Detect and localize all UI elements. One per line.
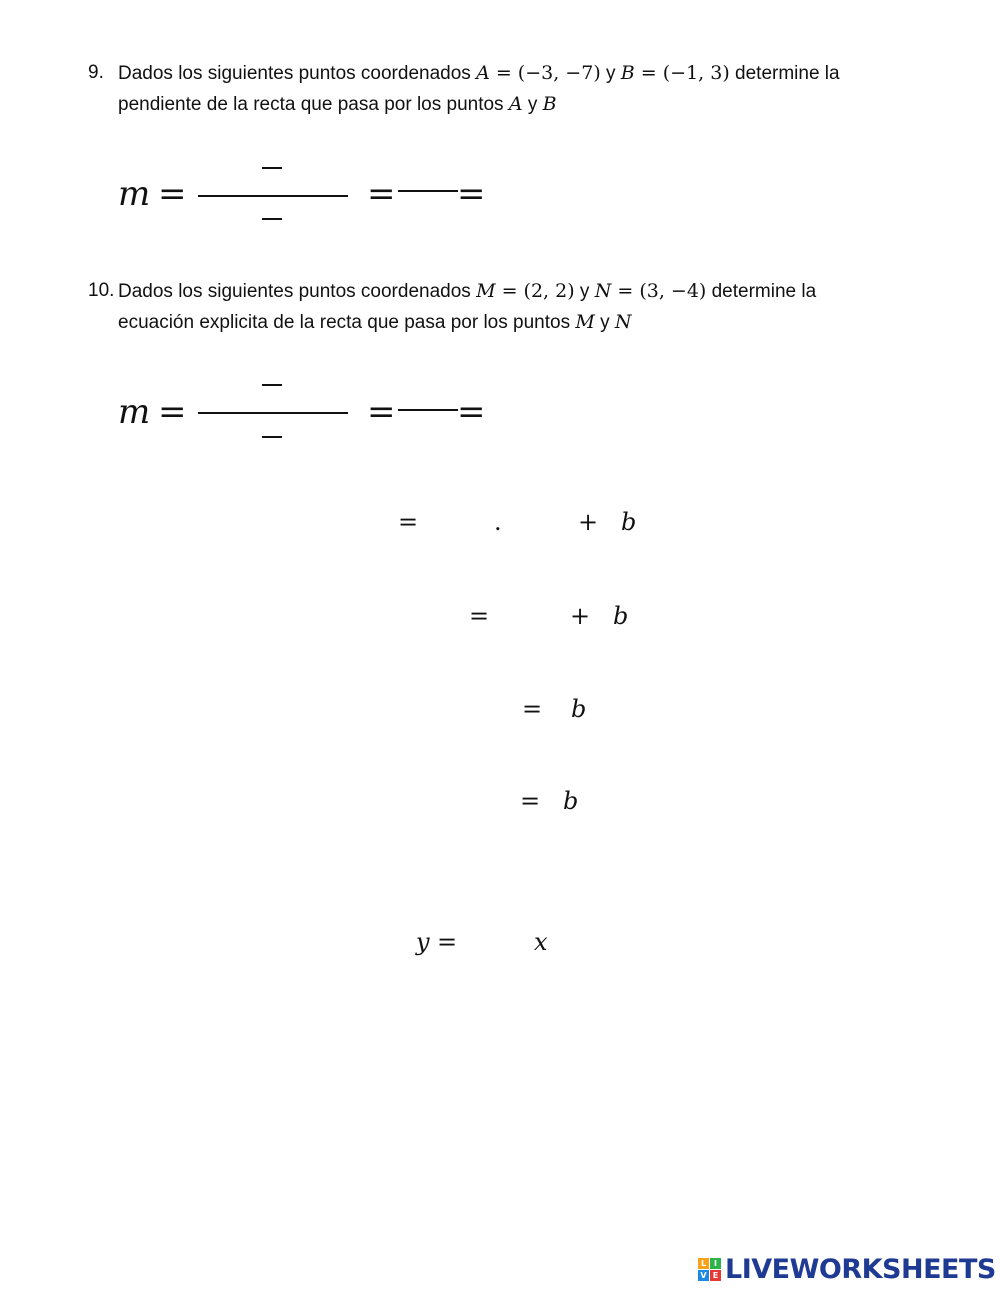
q10-equals-3: =	[457, 392, 486, 432]
question-10-text	[118, 276, 938, 338]
logo-grid-icon: L I V E	[698, 1258, 722, 1282]
question-9-line-2: pendiente de la recta que pasa por los puntos A y B	[118, 93, 557, 115]
question-9-line-1: Dados los siguientes puntos coordenados A = (−3, −7) y B = (−1, 3) determine la	[118, 62, 840, 84]
q10-numerator-minus	[262, 384, 282, 386]
q9-fraction-bar	[198, 195, 348, 197]
q9-result-fraction-bar	[398, 190, 458, 192]
q9-equals-3: =	[457, 174, 486, 214]
q10-result-fraction-bar	[398, 409, 458, 411]
logo-text: LIVEWORKSHEETS	[725, 1254, 996, 1285]
question-10-number: 10.	[88, 280, 115, 301]
liveworksheets-logo	[698, 1256, 994, 1286]
question-10-line-1: Dados los siguientes puntos coordenados M = (2, 2) y N = (3, −4) determine la	[118, 280, 817, 302]
q10-slope-var: m	[118, 392, 151, 432]
q9-numerator-minus	[262, 167, 282, 169]
q9-equals-1: =	[158, 174, 187, 214]
question-9-text	[118, 58, 938, 120]
q10-denominator-minus	[262, 436, 282, 438]
q10-fraction-bar	[198, 412, 348, 414]
q9-denominator-minus	[262, 218, 282, 220]
question-9-number: 9.	[88, 62, 104, 83]
q9-slope-var: m	[118, 174, 151, 214]
q10-equals-1: =	[158, 392, 187, 432]
q10-equals-2: =	[367, 392, 396, 432]
question-10-line-2: ecuación explicita de la recta que pasa por los puntos M y N	[118, 311, 632, 333]
q9-equals-2: =	[367, 174, 396, 214]
